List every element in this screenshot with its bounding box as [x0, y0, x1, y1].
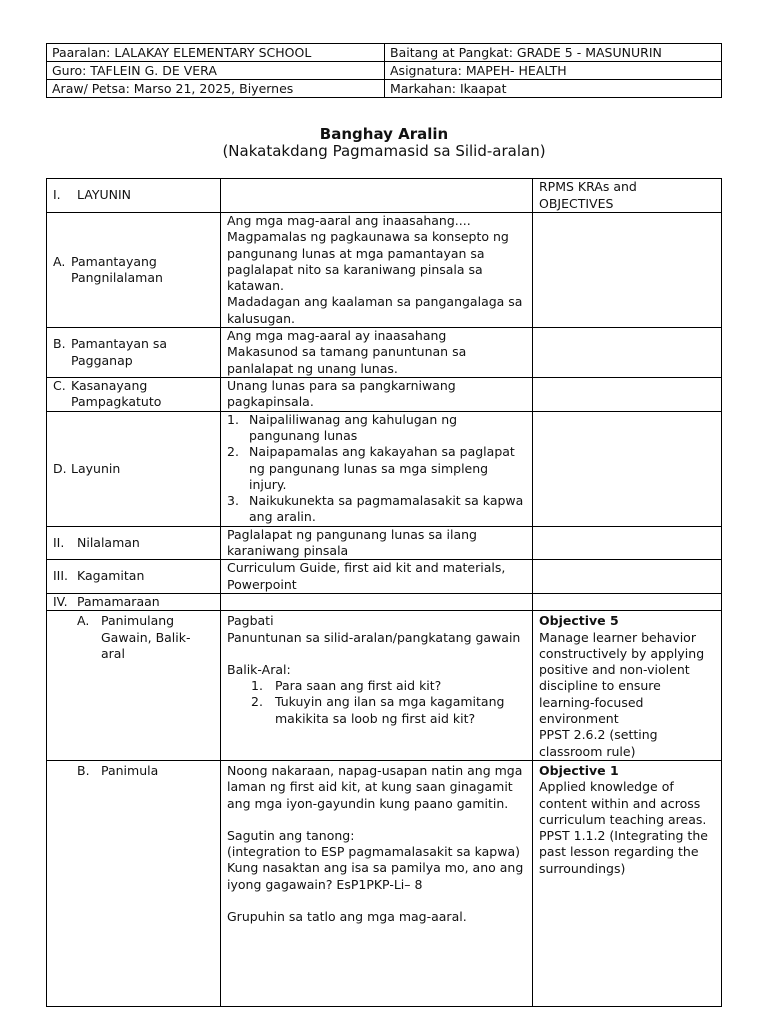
section-label: Nilalaman [77, 534, 140, 550]
list-item: 1. Naipaliliwanag ang kahulugan ng pangunang lunas [227, 411, 458, 443]
row-ii: II. Nilalaman Paglalapat ng pangunang lunas sa ilang karaniwang pinsala [47, 526, 722, 560]
content-cell: Paglalapat ng pangunang lunas sa ilang karaniwang pinsala [221, 526, 533, 560]
subject-cell: Asignatura: MAPEH- HEALTH [385, 62, 722, 80]
list-item: 1. Para saan ang first aid kit? [251, 678, 442, 694]
row-label: Pamantayang Pangnilalaman [71, 253, 163, 286]
row-label: Layunin [71, 460, 121, 476]
row-b: B. Pamantayan sa Pagganap Ang mga mag-aaral ay inaasahang Makasunod sa tamang panuntunan sa panlalapat ng unang lunas. [47, 328, 722, 378]
review-list [227, 678, 526, 727]
grade-cell: Baitang at Pangkat: GRADE 5 - MASUNURIN [385, 44, 722, 62]
rpms-header: RPMS KRAs and OBJECTIVES [533, 179, 722, 213]
rpms-cell: Objective 1 Applied knowledge of content within and across curriculum teaching areas. PPST 1.1.2 (Integrating the past lesson regarding the surroundings) [533, 760, 722, 1006]
row-iv: IV. Pamamaraan [47, 593, 722, 610]
rpms-cell: Objective 5 Manage learner behavior constructively by applying positive and non-violent discipline to ensure learning-focused environment PPST 2.6.2 (setting classroom rule) [533, 611, 722, 761]
row-label: Pamantayan sa Pagganap [71, 336, 168, 368]
school-cell: Paaralan: LALAKAY ELEMENTARY SCHOOL [47, 44, 385, 62]
row-label: Panimula [101, 762, 159, 778]
row-label: Kasanayang Pampagkatuto [71, 378, 162, 410]
row-layunin-head [47, 179, 722, 213]
list-item: 2. Naipapamalas ang kakayahan sa paglapat ng pangunang lunas sa mga simpleng injury. [227, 444, 515, 492]
row-iv-b: B. Panimula Noong nakaraan, napag-usapan natin ang mga laman ng first aid kit, at kung saan ginagamit ang mga iyon-gayundin kung paano gamitin. Sagutin ang tanong: (integration to ESP pagmamalasakit sa kapwa) Kung nasaktan ang isa sa pamilya mo, ano ang iyong gagawain? EsP1PKP-Li– 8 Grupuhin sa tatlo ang mga mag-aaral. Objective 1 Applied knowledge of content within and across curriculum teaching areas. PPST 1.1.2 (Integrating the past lesson regarding the surroundings) [47, 760, 722, 1006]
objective-title: Objective 1 [539, 762, 619, 778]
content-cell: Ang mga mag-aaral ang inaasahang.... Magpamalas ng pagkaunawa sa konsepto ng pangunang lunas at mga pamantayan sa paglalapat nito sa karaniwang pinsala sa katawan. Madadagan ang kaalaman sa pangangalaga sa kalusugan. [221, 213, 533, 328]
header-table [46, 43, 722, 98]
section-label: Pamamaraan [77, 593, 160, 609]
row-label: Panimulang Gawain, Balik-aral [101, 613, 191, 661]
content-cell: Unang lunas para sa pangkarniwang pagkapinsala. [221, 378, 533, 412]
row-d: D. Layunin 1. Naipaliliwanag ang kahulugan ng pangunang lunas 2. Naipapamalas ang kakayahan sa paglapat ng pangunang lunas sa mga simpleng injury. 3. Naikukunekta sa pagmamalasakit sa kapwa ang aralin. [47, 411, 722, 526]
lesson-plan-table [46, 178, 722, 1007]
document-title: Banghay Aralin [319, 125, 449, 143]
section-number: I. [53, 187, 61, 203]
teacher-cell: Guro: TAFLEIN G. DE VERA [47, 62, 385, 80]
row-a: A. Pamantayang Pangnilalaman Ang mga mag-aaral ang inaasahang.... Magpamalas ng pagkaunawa sa konsepto ng pangunang lunas at mga pamantayan sa paglalapat nito sa karaniwang pinsala sa katawan. Madadagan ang kaalaman sa pangangalaga sa kalusugan. [47, 213, 722, 328]
row-iii: III. Kagamitan Curriculum Guide, first aid kit and materials, Powerpoint [47, 560, 722, 594]
objectives-list [227, 412, 526, 526]
quarter-cell: Markahan: Ikaapat [385, 80, 722, 98]
objective-title: Objective 5 [539, 613, 619, 629]
content-cell [221, 411, 533, 526]
row-iv-a: A. Panimulang Gawain, Balik-aral Pagbati Panuntunan sa silid-aralan/pangkatang gawain Balik-Aral: 1. Para saan ang first aid kit? 2. Tukuyin ang ilan sa mga kagamitang makikita sa loob ng first aid kit? Objective 5 Manage learner behavior constructively by applying positive and non-violent discipline to ensure learning-focused environment PPST 2.6.2 (setting classroom rule) [47, 611, 722, 761]
section-label: Kagamitan [77, 568, 145, 584]
list-item: 2. Tukuyin ang ilan sa mga kagamitang makikita sa loob ng first aid kit? [251, 694, 505, 726]
content-cell: Pagbati Panuntunan sa silid-aralan/pangkatang gawain Balik-Aral: 1. Para saan ang first aid kit? 2. Tukuyin ang ilan sa mga kagamitang makikita sa loob ng first aid kit? [221, 611, 533, 761]
content-cell: Curriculum Guide, first aid kit and materials, Powerpoint [221, 560, 533, 594]
content-cell: Ang mga mag-aaral ay inaasahang Makasunod sa tamang panuntunan sa panlalapat ng unang lunas. [221, 328, 533, 378]
document-subtitle: (Nakatakdang Pagmamasid sa Silid-aralan) [222, 142, 546, 160]
date-cell: Araw/ Petsa: Marso 21, 2025, Biyernes [47, 80, 385, 98]
content-cell: Noong nakaraan, napag-usapan natin ang mga laman ng first aid kit, at kung saan ginagamit ang mga iyon-gayundin kung paano gamitin. Sagutin ang tanong: (integration to ESP pagmamalasakit sa kapwa) Kung nasaktan ang isa sa pamilya mo, ano ang iyong gagawain? EsP1PKP-Li– 8 Grupuhin sa tatlo ang mga mag-aaral. [221, 760, 533, 1006]
section-label: LAYUNIN [77, 187, 132, 203]
list-item: 3. Naikukunekta sa pagmamalasakit sa kapwa ang aralin. [227, 493, 524, 525]
row-c: C. Kasanayang Pampagkatuto Unang lunas para sa pangkarniwang pagkapinsala. [47, 378, 722, 412]
